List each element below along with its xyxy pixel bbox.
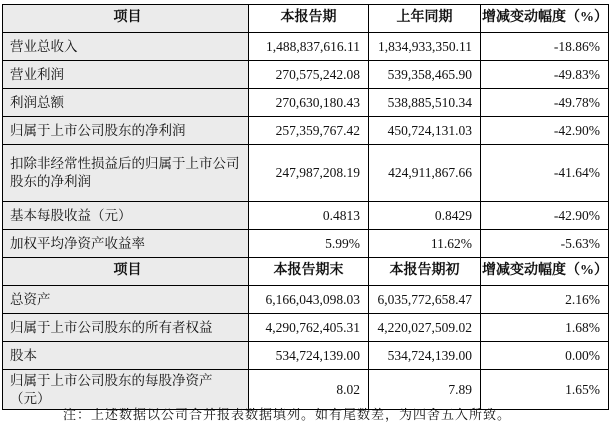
table-row	[3, 342, 609, 370]
current-period-value: 247,987,208.19	[249, 145, 369, 202]
table-row	[3, 117, 609, 145]
table-header-row	[3, 258, 609, 286]
col-header-item: 项目	[3, 258, 249, 286]
row-label: 加权平均净资产收益率	[3, 230, 249, 258]
change-value: 2.16%	[481, 286, 609, 314]
change-value: 1.65%	[481, 370, 609, 410]
period-start-value: 7.89	[369, 370, 481, 410]
change-value: -49.78%	[481, 89, 609, 117]
change-value: -49.83%	[481, 61, 609, 89]
current-period-value: 257,359,767.42	[249, 117, 369, 145]
row-label: 归属于上市公司股东的每股净资产（元）	[3, 370, 249, 410]
change-value: 1.68%	[481, 314, 609, 342]
table-header-row	[3, 5, 609, 33]
change-value: -5.63%	[481, 230, 609, 258]
period-end-value: 8.02	[249, 370, 369, 410]
prior-period-value: 424,911,867.66	[369, 145, 481, 202]
current-period-value: 1,488,837,616.11	[249, 33, 369, 61]
change-value: -18.86%	[481, 33, 609, 61]
col-header-change: 增减变动幅度（%）	[481, 5, 609, 33]
row-label: 扣除非经常性损益后的归属于上市公司股东的净利润	[3, 145, 249, 202]
col-header-period-start: 本报告期初	[369, 258, 481, 286]
current-period-value: 270,575,242.08	[249, 61, 369, 89]
col-header-period-end: 本报告期末	[249, 258, 369, 286]
period-end-value: 4,290,762,405.31	[249, 314, 369, 342]
prior-period-value: 538,885,510.34	[369, 89, 481, 117]
row-label: 利润总额	[3, 89, 249, 117]
period-start-value: 4,220,027,509.02	[369, 314, 481, 342]
row-label: 营业利润	[3, 61, 249, 89]
prior-period-value: 450,724,131.03	[369, 117, 481, 145]
row-label: 归属于上市公司股东的所有者权益	[3, 314, 249, 342]
financial-summary-table	[2, 4, 609, 410]
period-end-value: 534,724,139.00	[249, 342, 369, 370]
col-header-change: 增减变动幅度（%）	[481, 258, 609, 286]
table-row	[3, 61, 609, 89]
footnote: 注：上述数据以公司合并报表数据填列。如有尾数差，为四舍五入所致。	[63, 407, 512, 422]
period-start-value: 6,035,772,658.47	[369, 286, 481, 314]
current-period-value: 270,630,180.43	[249, 89, 369, 117]
period-end-value: 6,166,043,098.03	[249, 286, 369, 314]
prior-period-value: 0.8429	[369, 202, 481, 230]
row-label: 归属于上市公司股东的净利润	[3, 117, 249, 145]
prior-period-value: 539,358,465.90	[369, 61, 481, 89]
change-value: -42.90%	[481, 202, 609, 230]
row-label: 基本每股收益（元）	[3, 202, 249, 230]
change-value: -42.90%	[481, 117, 609, 145]
current-period-value: 0.4813	[249, 202, 369, 230]
current-period-value: 5.99%	[249, 230, 369, 258]
change-value: 0.00%	[481, 342, 609, 370]
col-header-current-period: 本报告期	[249, 5, 369, 33]
change-value: -41.64%	[481, 145, 609, 202]
row-label: 股本	[3, 342, 249, 370]
col-header-item: 项目	[3, 5, 249, 33]
table-row	[3, 202, 609, 230]
table-row	[3, 33, 609, 61]
prior-period-value: 11.62%	[369, 230, 481, 258]
table-row	[3, 89, 609, 117]
table-row	[3, 286, 609, 314]
table-row	[3, 230, 609, 258]
row-label: 总资产	[3, 286, 249, 314]
period-start-value: 534,724,139.00	[369, 342, 481, 370]
col-header-prior-period: 上年同期	[369, 5, 481, 33]
prior-period-value: 1,834,933,350.11	[369, 33, 481, 61]
table-row	[3, 314, 609, 342]
row-label: 营业总收入	[3, 33, 249, 61]
table-row	[3, 145, 609, 202]
